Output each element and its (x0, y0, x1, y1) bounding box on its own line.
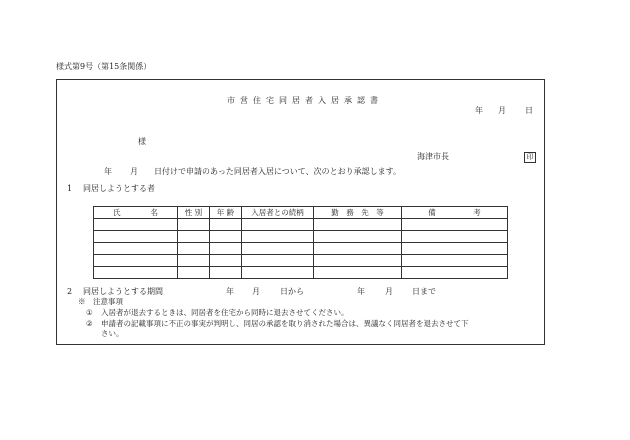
table-cell (314, 267, 402, 279)
table-row (94, 231, 508, 243)
table-cell (178, 231, 210, 243)
header-relationship: 入居者との続柄 (242, 207, 314, 219)
cohabitant-table (93, 206, 508, 279)
header-name: 氏 名 (94, 207, 178, 219)
period-to-year: 年 (357, 287, 365, 296)
note-2-continuation: さい。 (101, 329, 124, 338)
table-cell (94, 231, 178, 243)
header-workplace: 勤 務 先 等 (314, 207, 402, 219)
table-cell (242, 255, 314, 267)
header-gender: 性 別 (178, 207, 210, 219)
period-from-year: 年 (226, 287, 234, 296)
table-cell (178, 267, 210, 279)
period-to-month: 月 (385, 287, 393, 296)
seal-mark: 印 (524, 152, 536, 163)
table-cell (210, 219, 242, 231)
table-header-row (94, 207, 508, 219)
table-cell (242, 231, 314, 243)
header-remarks: 備 考 (402, 207, 508, 219)
section1-number: 1 (67, 184, 73, 193)
table-cell (178, 255, 210, 267)
section2-number: 2 (67, 287, 73, 296)
table-cell (402, 243, 508, 255)
table-cell (242, 219, 314, 231)
note-2-text: 申請者の記載事項に不正の事実が判明し、同居の承認を取り消された場合は、異議なく同居者を退去させて下 (101, 319, 469, 328)
table-cell (178, 243, 210, 255)
period-from-suffix: 日から (280, 287, 304, 296)
header-age: 年 齢 (210, 207, 242, 219)
table-cell (242, 243, 314, 255)
table-cell (314, 243, 402, 255)
intro-month: 月 (130, 167, 138, 176)
table-cell (210, 255, 242, 267)
table-cell (210, 231, 242, 243)
table-cell (94, 219, 178, 231)
document-title: 市営住宅同居者入居承認書 (227, 96, 383, 105)
period-from-month: 月 (252, 287, 260, 296)
table-cell (210, 243, 242, 255)
date-month-label: 月 (498, 106, 506, 115)
table-cell (402, 255, 508, 267)
intro-text: 日付けで申請のあった同居者入居について、次のとおり承認します。 (154, 167, 401, 176)
table-cell (242, 267, 314, 279)
form-number: 様式第9号（第15条関係） (56, 62, 152, 71)
section2-label: 同居しようとする期間 (83, 287, 163, 296)
table-row (94, 267, 508, 279)
notes-heading: ※ 注意事項 (78, 297, 123, 306)
note-2-mark: ② (86, 319, 93, 328)
table-cell (314, 219, 402, 231)
intro-year: 年 (104, 167, 112, 176)
addressee-suffix: 様 (138, 137, 146, 146)
table-cell (402, 267, 508, 279)
note-1-mark: ① (86, 308, 93, 317)
table-cell (94, 243, 178, 255)
table-cell (402, 231, 508, 243)
period-to-suffix: 日まで (412, 287, 436, 296)
note-1-text: 入居者が退去するときは、同居者を住宅から同時に退去させてください。 (101, 308, 349, 317)
table-row (94, 243, 508, 255)
table-cell (314, 255, 402, 267)
table-cell (314, 231, 402, 243)
issuer-name: 海津市長 (417, 152, 449, 161)
table-cell (94, 267, 178, 279)
table-cell (210, 267, 242, 279)
section1-label: 同居しようとする者 (83, 184, 155, 193)
table-row (94, 255, 508, 267)
table-cell (94, 255, 178, 267)
date-year-label: 年 (475, 106, 483, 115)
table-cell (402, 219, 508, 231)
date-day-label: 日 (525, 106, 533, 115)
table-row (94, 219, 508, 231)
table-cell (178, 219, 210, 231)
